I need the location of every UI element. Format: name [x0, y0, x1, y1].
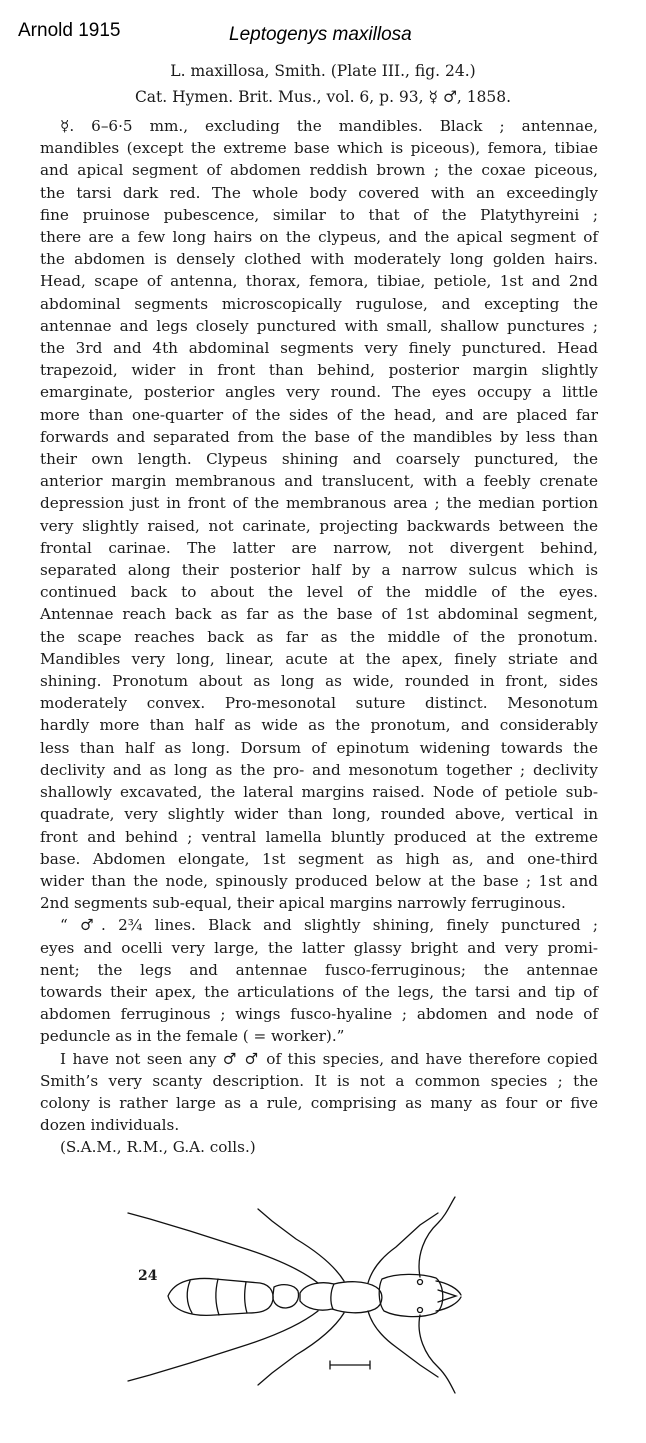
description-body — [40, 115, 598, 1159]
text-line: towards their apex, the articulations of the legs, the tarsi and tip of — [40, 982, 598, 1001]
thorax-outline — [300, 1282, 382, 1313]
text-line: eyes and ocelli very large, the latter glassy bright and very promi- — [40, 938, 598, 957]
header-author-year: Arnold 1915 — [18, 20, 121, 41]
text-line: fine pruinose pubescence, similar to that of the Platythyreini ; — [40, 205, 598, 224]
description-paragraph — [40, 1136, 598, 1158]
text-line: mandibles (except the extreme base which is piceous), femora, tibiae — [40, 139, 598, 158]
leg-mid-lower — [258, 1313, 344, 1385]
text-line: I have not seen any ♂ ♂ of this species, and have therefore copied — [60, 1049, 598, 1068]
text-line: very slightly raised, not carinate, projecting backwards between the — [40, 516, 598, 535]
gaster-segment-line-2 — [216, 1279, 219, 1315]
leg-front-upper — [368, 1213, 438, 1283]
mandible-inner — [438, 1290, 456, 1302]
text-line: shallowly excavated, the lateral margins raised. Node of petiole sub- — [40, 783, 598, 802]
text-line: separated along their posterior half by a narrow sulcus which is — [40, 561, 598, 580]
text-line: the 3rd and 4th abdominal segments very finely punctured. Head — [40, 339, 598, 358]
text-line: shining. Pronotum about as long as wide, rounded in front, sides — [40, 672, 598, 691]
text-line: Antennae reach back as far as the base of 1st abdominal segment, — [40, 605, 598, 624]
description-paragraph — [40, 1048, 598, 1137]
gaster-segment-line-1 — [187, 1281, 192, 1313]
text-line: Mandibles very long, linear, acute at the apex, finely striate and — [40, 649, 598, 668]
leg-mid-upper — [258, 1209, 344, 1281]
text-line: wider than the node, spinously produced below at the base ; 1st and — [40, 871, 598, 890]
text-line: declivity and as long as the pro- and mesonotum together ; declivity — [40, 760, 598, 779]
antenna-lower — [419, 1315, 455, 1393]
text-line: the abdomen is densely clothed with moderately long golden hairs. — [40, 250, 598, 269]
text-line: peduncle as in the female ( = worker).” — [40, 1027, 345, 1046]
species-title-line: L. maxillosa, Smith. (Plate III., fig. 24.) — [170, 62, 476, 80]
leg-hind-upper — [128, 1213, 318, 1283]
text-line: (S.A.M., R.M., G.A. colls.) — [60, 1138, 256, 1157]
description-paragraph — [40, 914, 598, 1047]
text-line: antennae and legs closely punctured with small, shallow punctures ; — [40, 316, 598, 335]
text-line: less than half as long. Dorsum of epinotum widening towards the — [40, 738, 598, 757]
text-line: emarginate, posterior angles very round. The eyes occupy a little — [40, 383, 598, 402]
eye-left — [418, 1280, 423, 1285]
text-line: “ ♂. 2¾ lines. Black and slightly shining, finely punctured ; — [60, 916, 598, 935]
text-line: 2nd segments sub-equal, their apical margins narrowly ferruginous. — [40, 894, 566, 913]
text-line: and apical segment of abdomen reddish brown ; the coxae piceous, — [40, 161, 598, 180]
figure-number: 24 — [138, 1268, 158, 1284]
antenna-upper — [419, 1197, 455, 1277]
text-line: colony is rather large as a rule, comprising as many as four or five — [40, 1093, 598, 1112]
text-line: frontal carinae. The latter are narrow, not divergent behind, — [40, 538, 598, 557]
header-species-name: Leptogenys maxillosa — [229, 24, 412, 45]
text-line: continued back to about the level of the middle of the eyes. — [40, 583, 598, 602]
gaster-outline — [168, 1278, 273, 1315]
leg-front-lower — [368, 1311, 438, 1377]
text-line: anterior margin membranous and translucent, with a feebly crenate — [40, 472, 598, 491]
text-line: front and behind ; ventral lamella bluntly produced at the extreme — [40, 827, 598, 846]
text-line: forwards and separated from the base of the mandibles by less than — [40, 427, 598, 446]
text-line: the scape reaches back as far as the middle of the pronotum. — [40, 627, 598, 646]
text-line: trapezoid, wider in front than behind, posterior margin slightly — [40, 361, 598, 380]
citation-line: Cat. Hymen. Brit. Mus., vol. 6, p. 93, ☿ ♂, 1858. — [134, 88, 512, 106]
text-line: the tarsi dark red. The whole body covered with an exceedingly — [40, 183, 598, 202]
petiole-outline — [273, 1285, 299, 1308]
description-paragraph — [40, 115, 598, 914]
text-line: abdomen ferruginous ; wings fusco-hyaline ; abdomen and node of — [40, 1005, 598, 1024]
gaster-segment-line-3 — [245, 1282, 247, 1313]
leg-hind-lower — [128, 1311, 318, 1381]
ant-figure — [120, 1195, 500, 1395]
text-line: depression just in front of the membranous area ; the median portion — [40, 494, 598, 513]
text-line: nent; the legs and antennae fusco-ferruginous; the antennae — [40, 960, 598, 979]
text-line: Head, scape of antenna, thorax, femora, tibiae, petiole, 1st and 2nd — [40, 272, 598, 291]
text-line: dozen individuals. — [40, 1116, 180, 1135]
eye-right — [418, 1308, 423, 1313]
text-line: base. Abdomen elongate, 1st segment as high as, and one-third — [40, 849, 598, 868]
text-line: moderately convex. Pro-mesonotal suture distinct. Mesonotum — [40, 694, 598, 713]
text-line: ☿. 6–6·5 mm., excluding the mandibles. Black ; antennae, — [60, 117, 598, 135]
thorax-suture — [331, 1284, 334, 1309]
text-line: there are a few long hairs on the clypeus, and the apical segment of — [40, 228, 598, 247]
text-line: hardly more than half as wide as the pronotum, and considerably — [40, 716, 598, 735]
head-outline — [379, 1274, 443, 1316]
scale-bar — [330, 1361, 370, 1369]
text-line: abdominal segments microscopically rugulose, and excepting the — [40, 294, 598, 313]
text-line: Smith’s very scanty description. It is not a common species ; the — [40, 1071, 598, 1090]
text-line: more than one-quarter of the sides of the head, and are placed far — [40, 405, 598, 424]
text-line: quadrate, very slightly wider than long, rounded above, vertical in — [40, 805, 598, 824]
text-line: their own length. Clypeus shining and coarsely punctured, the — [40, 450, 598, 469]
